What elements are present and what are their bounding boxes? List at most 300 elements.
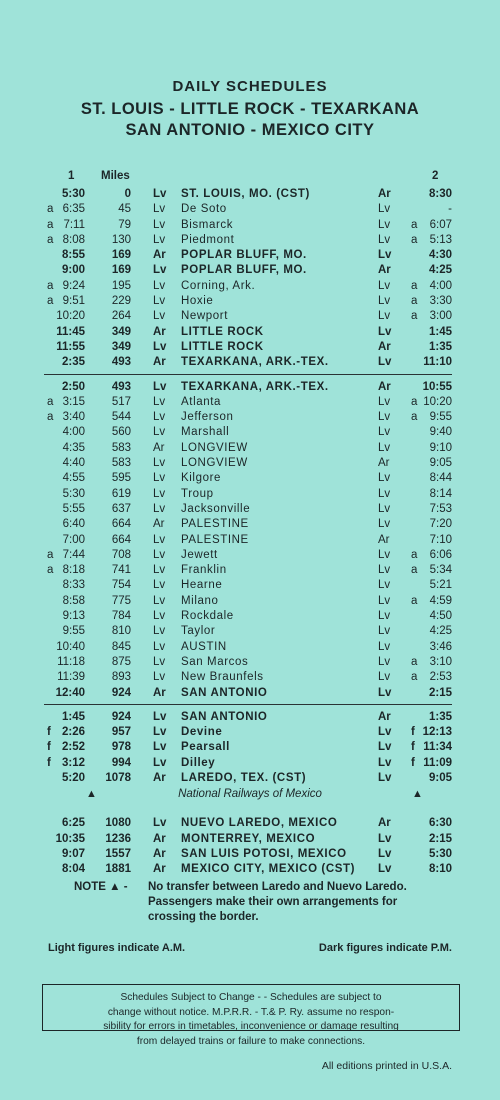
schedule-row (0, 578, 500, 593)
miles: 1080 (105, 817, 131, 830)
right-arrive-leave: Lv (378, 863, 392, 876)
station-name: LITTLE ROCK (181, 325, 264, 338)
train-2-time: 7:10 (429, 533, 452, 546)
note-marker: a (411, 594, 418, 607)
miles: 79 (118, 218, 131, 231)
train-1-time: 10:35 (55, 832, 85, 845)
train-1-time: 10:40 (56, 640, 85, 653)
train-1-time: 11:39 (57, 671, 85, 684)
print-footer: All editions printed in U.S.A. (321, 1060, 452, 1072)
note-marker: f (47, 741, 51, 754)
train-1-time: 8:18 (62, 564, 85, 577)
train-2-header: 2 (432, 170, 439, 182)
station-name: Pearsall (181, 741, 230, 754)
train-2-time: 10:20 (423, 395, 452, 408)
right-arrive-leave: Lv (378, 741, 392, 754)
right-arrive-leave: Lv (378, 847, 392, 860)
legend-pm: Dark figures indicate P.M. (318, 942, 452, 954)
note-marker: a (47, 279, 54, 292)
note-marker: a (411, 310, 418, 323)
schedule-row (0, 441, 500, 456)
right-arrive-leave: Lv (378, 832, 392, 845)
triangle-marker-left: ▲ (86, 788, 97, 800)
schedule-row (0, 594, 500, 609)
train-1-time: 9:00 (61, 264, 85, 277)
left-arrive-leave: Ar (153, 847, 166, 860)
miles: 957 (111, 726, 131, 739)
note-label: NOTE ▲ - (74, 881, 128, 893)
train-1-time: 2:52 (61, 741, 85, 754)
station-name: Franklin (181, 564, 227, 577)
miles: 994 (111, 756, 131, 769)
train-2-time: 9:40 (429, 426, 452, 439)
train-2-time: 2:53 (429, 671, 452, 684)
train-1-time: 12:40 (55, 686, 85, 699)
left-arrive-leave: Lv (153, 655, 166, 668)
station-name: TEXARKANA, ARK.-TEX. (181, 380, 329, 393)
station-name: Kilgore (181, 472, 221, 485)
miles: 810 (111, 625, 131, 638)
right-arrive-leave: Lv (378, 671, 391, 684)
left-arrive-leave: Lv (153, 395, 166, 408)
right-arrive-leave: Lv (378, 640, 391, 653)
station-name: SAN LUIS POTOSI, MEXICO (181, 847, 347, 860)
station-name: Bismarck (181, 218, 234, 231)
right-arrive-leave: Lv (378, 518, 391, 531)
station-name: Hearne (181, 579, 223, 592)
note-marker: f (47, 726, 51, 739)
schedule-row (0, 340, 500, 355)
right-arrive-leave: Lv (378, 756, 392, 769)
train-1-time: 6:35 (62, 203, 85, 216)
train-2-time: 1:35 (428, 710, 452, 723)
train-2-time: 3:30 (429, 295, 452, 308)
station-name: Marshall (181, 426, 230, 439)
train-1-time: 3:12 (61, 756, 85, 769)
station-name: De Soto (181, 203, 227, 216)
miles: 264 (111, 310, 131, 323)
page-title: DAILY SCHEDULES (172, 78, 328, 95)
right-arrive-leave: Ar (378, 457, 390, 470)
note-marker: a (411, 395, 418, 408)
left-arrive-leave: Lv (153, 548, 166, 561)
left-arrive-leave: Lv (153, 610, 166, 623)
train-2-time: 3:00 (429, 310, 452, 323)
schedule-row (0, 202, 500, 217)
station-name: POPLAR BLUFF, MO. (181, 249, 307, 262)
note-marker: a (411, 548, 418, 561)
miles: 544 (111, 411, 131, 424)
miles: 583 (111, 457, 131, 470)
right-arrive-leave: Lv (378, 610, 391, 623)
train-1-time: 3:40 (62, 411, 85, 424)
left-arrive-leave: Lv (153, 188, 167, 200)
left-arrive-leave: Ar (153, 325, 166, 338)
train-2-time: 6:30 (428, 817, 452, 830)
left-arrive-leave: Lv (153, 502, 166, 515)
train-1-time: 2:26 (61, 726, 85, 739)
right-arrive-leave: Ar (378, 340, 391, 353)
miles: 1881 (105, 863, 131, 876)
train-2-time: 5:34 (429, 564, 452, 577)
schedule-row (0, 816, 500, 831)
left-arrive-leave: Lv (153, 295, 166, 308)
station-name: Newport (181, 310, 229, 323)
train-2-time: 8:14 (429, 487, 452, 500)
miles: 560 (111, 426, 131, 439)
station-name: LAREDO, TEX. (CST) (181, 771, 307, 784)
train-1-time: 4:40 (62, 457, 85, 470)
miles: 978 (111, 741, 131, 754)
station-name: MONTERREY, MEXICO (181, 832, 316, 845)
miles: 1078 (105, 771, 131, 784)
right-arrive-leave: Lv (378, 325, 392, 338)
train-2-time: 8:10 (428, 863, 452, 876)
train-2-time: - (448, 203, 452, 216)
train-1-time: 8:08 (62, 233, 85, 246)
right-arrive-leave: Lv (378, 279, 391, 292)
right-arrive-leave: Ar (378, 710, 391, 723)
left-arrive-leave: Lv (153, 472, 166, 485)
train-2-time: 9:05 (428, 771, 452, 784)
train-1-time: 9:55 (62, 625, 85, 638)
miles: 664 (111, 518, 131, 531)
miles: 169 (111, 249, 131, 262)
schedule-row (0, 862, 500, 877)
right-arrive-leave: Lv (378, 411, 391, 424)
miles: 845 (111, 640, 131, 653)
train-1-time: 1:45 (61, 710, 85, 723)
train-2-time: 2:15 (428, 686, 452, 699)
note-marker: f (411, 741, 415, 754)
schedule-row (0, 832, 500, 847)
miles: 169 (111, 264, 131, 277)
station-name: POPLAR BLUFF, MO. (181, 264, 307, 277)
right-arrive-leave: Lv (378, 771, 392, 784)
miles: 637 (111, 502, 131, 515)
note-line: No transfer between Laredo and Nuevo Laredo. (148, 881, 407, 893)
station-name: New Braunfels (181, 671, 264, 684)
left-arrive-leave: Ar (153, 518, 165, 531)
right-arrive-leave: Lv (378, 726, 392, 739)
train-1-time: 7:11 (63, 218, 85, 231)
left-arrive-leave: Lv (153, 579, 166, 592)
station-name: Hoxie (181, 295, 214, 308)
schedule-row (0, 609, 500, 624)
left-arrive-leave: Lv (153, 726, 167, 739)
schedule-row (0, 640, 500, 655)
miles: 741 (111, 564, 131, 577)
note-marker: a (411, 671, 418, 684)
train-2-time: 12:13 (422, 726, 452, 739)
left-arrive-leave: Lv (153, 533, 166, 546)
schedule-row (0, 187, 500, 202)
train-1-time: 8:58 (62, 594, 85, 607)
miles: 619 (111, 487, 131, 500)
left-arrive-leave: Ar (153, 832, 166, 845)
schedule-row (0, 563, 500, 578)
right-arrive-leave: Lv (378, 356, 392, 369)
miles: 664 (111, 533, 131, 546)
note-marker: a (411, 233, 418, 246)
train-1-time: 9:24 (62, 279, 85, 292)
miles: 708 (111, 548, 131, 561)
train-1-time: 8:55 (61, 249, 85, 262)
right-arrive-leave: Lv (378, 594, 391, 607)
station-name: SAN ANTONIO (181, 710, 268, 723)
right-arrive-leave: Lv (378, 395, 391, 408)
note-marker: a (411, 564, 418, 577)
train-1-time: 4:55 (62, 472, 85, 485)
note-marker: f (47, 756, 51, 769)
schedule-row (0, 655, 500, 670)
train-2-time: 8:44 (429, 472, 452, 485)
train-1-time: 5:30 (62, 487, 85, 500)
schedule-row (0, 517, 500, 532)
section-divider (44, 704, 452, 705)
train-1-header: 1 (68, 170, 75, 182)
schedule-row (0, 740, 500, 755)
miles: 784 (111, 610, 131, 623)
disclaimer-line: Schedules Subject to Change - - Schedules are subject to (120, 992, 382, 1003)
note-marker: a (47, 203, 54, 216)
station-name: Rockdale (181, 610, 234, 623)
miles: 924 (111, 686, 131, 699)
schedule-row (0, 710, 500, 725)
right-arrive-leave: Ar (378, 533, 390, 546)
schedule-row (0, 471, 500, 486)
section-divider (44, 374, 452, 375)
schedule-row (0, 425, 500, 440)
note-marker: a (411, 218, 418, 231)
schedule-row (0, 725, 500, 740)
route-line-2: SAN ANTONIO - MEXICO CITY (125, 121, 375, 139)
right-arrive-leave: Lv (378, 579, 391, 592)
train-1-time: 9:07 (61, 847, 85, 860)
note-marker: a (47, 218, 54, 231)
train-1-time: 6:25 (61, 817, 85, 830)
train-2-time: 4:25 (429, 625, 452, 638)
left-arrive-leave: Ar (153, 686, 166, 699)
train-2-time: 4:25 (428, 264, 452, 277)
right-arrive-leave: Ar (378, 380, 391, 393)
right-arrive-leave: Lv (378, 233, 391, 246)
train-2-time: 11:09 (423, 756, 452, 769)
miles: 195 (111, 279, 131, 292)
miles: 130 (111, 233, 131, 246)
station-name: LITTLE ROCK (181, 340, 264, 353)
right-arrive-leave: Lv (378, 249, 392, 262)
note-marker: a (411, 655, 418, 668)
right-arrive-leave: Lv (378, 472, 391, 485)
note-marker: a (47, 548, 54, 561)
note-marker: a (411, 279, 418, 292)
train-1-time: 9:13 (62, 610, 85, 623)
train-2-time: 6:06 (429, 548, 452, 561)
note-marker: a (47, 233, 54, 246)
train-2-time: 9:55 (429, 411, 452, 424)
train-1-time: 7:44 (62, 548, 85, 561)
left-arrive-leave: Lv (153, 264, 167, 277)
disclaimer-line: change without notice. M.P.R.R. - T.& P. Ry. assume no respon- (107, 1006, 395, 1018)
train-2-time: 4:50 (429, 610, 452, 623)
left-arrive-leave: Lv (153, 426, 166, 439)
miles: 0 (124, 188, 131, 200)
station-name: AUSTIN (181, 640, 227, 653)
note-line: crossing the border. (148, 911, 259, 923)
schedule-row (0, 263, 500, 278)
route-line-1: ST. LOUIS - LITTLE ROCK - TEXARKANA (80, 100, 420, 118)
left-arrive-leave: Lv (153, 710, 167, 723)
schedule-row (0, 279, 500, 294)
station-name: LONGVIEW (181, 441, 248, 454)
miles: 875 (111, 655, 131, 668)
train-2-time: 5:21 (429, 579, 452, 592)
train-1-time: 6:40 (62, 518, 85, 531)
note-marker: a (411, 411, 418, 424)
right-arrive-leave: Lv (378, 426, 391, 439)
miles: 349 (111, 340, 131, 353)
schedule-row (0, 248, 500, 263)
station-name: Devine (181, 726, 223, 739)
left-arrive-leave: Lv (153, 233, 166, 246)
right-arrive-leave: Lv (378, 502, 391, 515)
miles: 595 (111, 472, 131, 485)
schedule-row (0, 771, 500, 786)
train-2-time: 4:30 (428, 249, 452, 262)
left-arrive-leave: Ar (153, 441, 165, 454)
left-arrive-leave: Lv (153, 380, 167, 393)
train-2-time: 2:15 (428, 832, 452, 845)
station-name: SAN ANTONIO (181, 686, 268, 699)
train-1-time: 7:00 (62, 533, 85, 546)
schedule-row (0, 233, 500, 248)
right-arrive-leave: Lv (378, 487, 391, 500)
schedule-row (0, 355, 500, 370)
right-arrive-leave: Lv (378, 686, 392, 699)
left-arrive-leave: Lv (153, 279, 166, 292)
schedule-row (0, 294, 500, 309)
schedule-row (0, 624, 500, 639)
schedule-row (0, 325, 500, 340)
station-name: Piedmont (181, 233, 235, 246)
station-name: ST. LOUIS, MO. (CST) (181, 188, 310, 200)
train-2-time: 10:55 (422, 380, 452, 393)
legend-am: Light figures indicate A.M. (48, 942, 186, 954)
left-arrive-leave: Lv (153, 640, 166, 653)
note-marker: a (411, 295, 418, 308)
station-name: Milano (181, 594, 219, 607)
station-name: Jefferson (181, 411, 234, 424)
train-2-time: 5:30 (428, 847, 452, 860)
left-arrive-leave: Lv (153, 218, 166, 231)
train-2-time: 9:10 (429, 441, 452, 454)
triangle-marker-right: ▲ (412, 788, 423, 800)
schedule-row (0, 670, 500, 685)
train-1-time: 11:55 (56, 340, 85, 353)
note-marker: a (47, 295, 54, 308)
miles: 1557 (105, 847, 131, 860)
station-name: Dilley (181, 756, 216, 769)
train-2-time: 11:34 (423, 741, 452, 754)
train-1-time: 3:15 (62, 395, 85, 408)
right-arrive-leave: Lv (378, 564, 391, 577)
left-arrive-leave: Lv (153, 340, 167, 353)
schedule-row (0, 533, 500, 548)
right-arrive-leave: Lv (378, 310, 391, 323)
note-marker: f (411, 726, 415, 739)
miles: 1236 (105, 832, 131, 845)
left-arrive-leave: Lv (153, 564, 166, 577)
schedule-row (0, 410, 500, 425)
train-1-time: 8:33 (62, 579, 85, 592)
miles: 893 (111, 671, 131, 684)
schedule-row (0, 502, 500, 517)
left-arrive-leave: Ar (153, 863, 166, 876)
train-1-time: 5:20 (61, 771, 85, 784)
miles: 924 (111, 710, 131, 723)
right-arrive-leave: Lv (378, 441, 391, 454)
left-arrive-leave: Lv (153, 625, 166, 638)
miles: 493 (111, 380, 131, 393)
train-2-time: 1:45 (428, 325, 452, 338)
right-arrive-leave: Ar (378, 817, 391, 830)
left-arrive-leave: Lv (153, 411, 166, 424)
right-arrive-leave: Lv (378, 218, 391, 231)
disclaimer-line: sibility for errors in timetables, inconvenience or damage resulting (103, 1021, 399, 1032)
train-2-time: 9:05 (429, 457, 452, 470)
right-arrive-leave: Lv (378, 203, 391, 216)
left-arrive-leave: Ar (153, 249, 166, 262)
train-1-time: 11:45 (56, 325, 85, 338)
train-1-time: 2:50 (61, 380, 85, 393)
right-arrive-leave: Lv (378, 548, 391, 561)
left-arrive-leave: Ar (153, 356, 166, 369)
station-name: Jewett (181, 548, 218, 561)
left-arrive-leave: Lv (153, 310, 166, 323)
right-arrive-leave: Ar (378, 264, 391, 277)
station-name: Corning, Ark. (181, 279, 256, 292)
train-1-time: 5:55 (62, 502, 85, 515)
train-2-time: 4:59 (429, 594, 452, 607)
station-name: NUEVO LAREDO, MEXICO (181, 817, 338, 830)
train-1-time: 4:00 (62, 426, 85, 439)
station-name: Atlanta (181, 395, 222, 408)
left-arrive-leave: Lv (153, 756, 167, 769)
train-2-time: 4:00 (429, 279, 452, 292)
miles: 517 (111, 395, 131, 408)
miles: 45 (118, 203, 131, 216)
schedule-row (0, 548, 500, 563)
right-arrive-leave: Lv (378, 625, 391, 638)
schedule-row (0, 756, 500, 771)
schedule-table (0, 187, 500, 877)
schedule-row (0, 686, 500, 701)
schedule-row (0, 487, 500, 502)
station-name: Taylor (181, 625, 216, 638)
train-2-time: 5:13 (429, 233, 452, 246)
station-name: PALESTINE (181, 518, 249, 531)
railway-label: National Railways of Mexico (178, 788, 322, 800)
train-2-time: 6:07 (429, 218, 452, 231)
station-name: San Marcos (181, 655, 249, 668)
miles: 229 (111, 295, 131, 308)
train-2-time: 3:10 (429, 655, 452, 668)
train-1-time: 8:04 (61, 863, 85, 876)
station-name: Troup (181, 487, 214, 500)
schedule-row (0, 218, 500, 233)
train-2-time: 7:20 (429, 518, 452, 531)
